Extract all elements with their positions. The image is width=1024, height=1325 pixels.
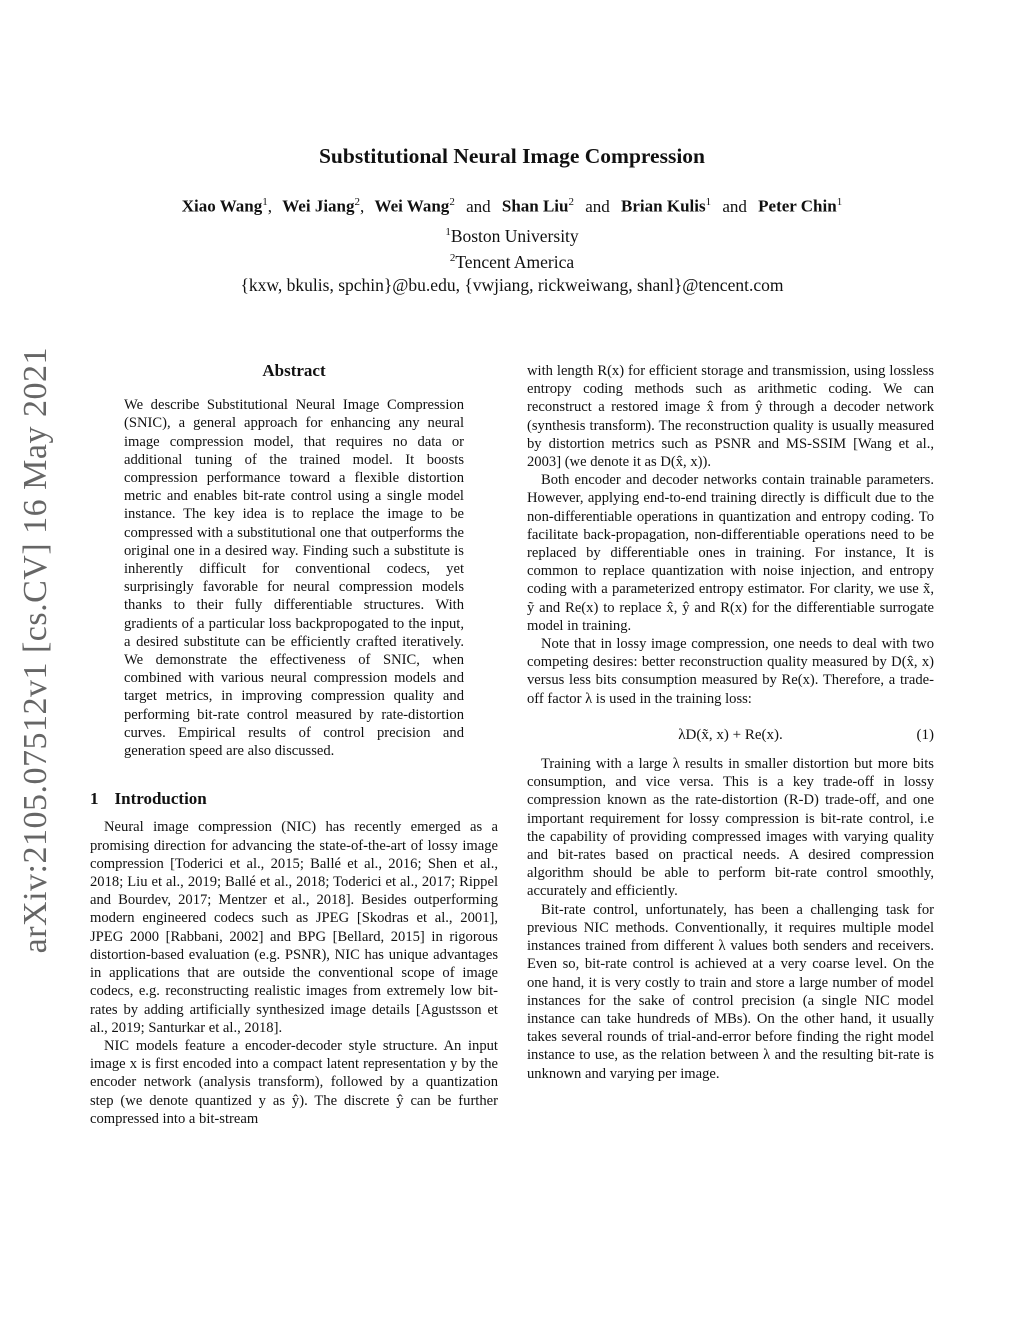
affiliation-mark: 1: [445, 225, 451, 238]
author-separator: ,: [360, 196, 365, 216]
paper-title: Substitutional Neural Image Compression: [318, 144, 706, 168]
right-column: [527, 362, 934, 1083]
left-column: [90, 362, 498, 1128]
author-name: Xiao Wang: [181, 196, 263, 216]
affiliation: [0, 221, 1024, 248]
author-emails: {kxw, bkulis, spchin}@bu.edu, {vwjiang, rickweiwang, shanl}@tencent.com: [240, 275, 784, 296]
intro-paragraph-continued: with length R(x) for efficient storage and transmission, using lossless entropy coding methods such as arithmetic coding. We can reconstruct a restored image x̂ from ŷ through a decoder network (synthesis transform). The reconstruction quality is usually measured by distortion metrics such as PSNR and MS-SSIM [Wang et al., 2003] (we denote it as D(x̂, x)).: [527, 363, 934, 471]
author-affiliation-mark: 2: [568, 196, 574, 208]
author-affiliation-mark: 1: [836, 196, 843, 208]
affiliation: [0, 247, 1024, 274]
arxiv-identifier: [10, 340, 62, 960]
author-name: Wei Wang: [374, 196, 450, 216]
affiliation-name: Boston University: [450, 225, 579, 246]
author-name: Wei Jiang: [282, 196, 355, 216]
abstract-text: We describe Substitutional Neural Image Compression (SNIC), a general approach for enhancing any neural image compression model, that requires no data or additional tuning of the trained model. It boosts compression performance toward a flexible distortion metric and enables bit-rate control using a single model instance. The key idea is to replace the image to be compressed with a substitutional one that outperforms the original one in a desired way. Finding such a substitute is inherently difficult for conventional codecs, yet surprisingly favorable for neural compression models thanks to their fully differentiable structures. With gradients of a particular loss backpropogated to the input, a desired substitute can be efficiently crafted iteratively. We demonstrate the effectiveness of SNIC, when combined with various neural compression models and target metrics, in improving compression quality and performing bit-rate control measured by rate-distortion curves. Empirical results of control precision and generation speed are also discussed.: [124, 397, 464, 760]
section-number: 1: [90, 789, 99, 809]
author-name: Peter Chin: [758, 196, 837, 216]
author-separator: and: [722, 196, 747, 216]
equation-1: [527, 726, 934, 744]
section-title: Introduction: [114, 789, 207, 809]
author-affiliation-mark: 2: [354, 196, 361, 208]
author-separator: and: [466, 196, 491, 216]
paper-header: [0, 144, 1024, 297]
intro-paragraph-1: Neural image compression (NIC) has recently emerged as a promising direction for advancing the state-of-the-art of lossy image compression [Toderici et al., 2015; Ballé et al., 2016; Shen et al., 2018; Liu et al., 2019; Ballé et al., 2018; Toderici et al., 2017; Rippel and Bourdev, 2017; Mentzer et al., 2018]. Besides outperforming modern engineered codecs such as JPEG [Skodras et al., 2001], JPEG 2000 [Rabbani, 2002] and BPG [Bellard, 2015] in rigorous distortion-based evaluation (e.g. PSNR), NIC has unique advantages in applications that are outside the conventional scope of image codecs, e.g. reconstructing realistic images from extremely low bit-rates by adding artificially synthesized image details [Agustsson et al., 2019; Santurkar et al., 2018].: [90, 819, 498, 1036]
intro-paragraph-3: Both encoder and decoder networks contain trainable parameters. However, applying end-to-end training directly is difficult due to the non-differentiable operations in quantization and entropy coding. To facilitate back-propagation, non-differentiable operations need to be replaced by differentiable ones in training. For instance, It is common to replace quantization with noise injection, and entropy coding with a parameterized entropy estimator. For clarity, we use x̃, ỹ and Re(x) to replace x̂, ŷ and R(x) for the differentiable surrogate model in training.: [527, 472, 934, 634]
affiliation-name: Tencent America: [455, 252, 575, 273]
author-affiliation-mark: 1: [262, 196, 268, 208]
author-name: Brian Kulis: [621, 196, 706, 216]
intro-paragraph-4: Note that in lossy image compression, one needs to deal with two competing desires: better reconstruction quality measured by D(x̂, x) versus less bits consumption measured by Re(x). Therefore, a trade-off factor λ is used in the training loss:: [527, 636, 934, 707]
abstract-heading: Abstract: [262, 361, 326, 380]
intro-paragraph-2: NIC models feature a encoder-decoder style structure. An input image x is first encoded into a compact latent representation y by the encoder network (analysis transform), followed by a quantization step (we denote quantized y as ŷ). The discrete ŷ can be further compressed into a bit-stream: [90, 1037, 498, 1127]
equation-number: (1): [916, 726, 934, 743]
equation-body: λD(x̃, x) + Re(x).: [678, 726, 783, 743]
intro-paragraph-6: Bit-rate control, unfortunately, has been a challenging task for previous NIC methods. Conventionally, it requires multiple model instances trained from different λ values both senders and receivers. Even so, bit-rate control is achieved at a very coarse level. On the one hand, it is very costly to train and store a large number of model instances for the sake of control precision (a single NIC model instance can take hundreds of MBs). On the other hand, it usually takes several rounds of trial-and-error before finding the right model instance to use, as the relation between λ and the resulting bit-rate is unknown and varying per image.: [527, 901, 934, 1082]
section-heading-introduction: [90, 790, 498, 808]
author-list: [0, 196, 1024, 217]
author-separator: and: [585, 196, 610, 216]
affiliation-mark: 2: [449, 252, 456, 265]
author-affiliation-mark: 1: [705, 196, 712, 208]
author-separator: ,: [267, 196, 272, 216]
author-name: Shan Liu: [501, 196, 569, 216]
arxiv-identifier-text: arXiv:2105.07512v1 [cs.CV] 16 May 2021: [17, 346, 54, 954]
intro-paragraph-5: Training with a large λ results in smaller distortion but more bits consumption, and vice versa. This is a key trade-off in lossy compression known as the rate-distortion (R-D) trade-off, and one important requirement for lossy compression is bit-rate control, i.e the capability of providing compressed images with varying quality and bit-rates based on practical needs. A desired compression algorithm should be able to perform bit-rate control smoothly, accurately and efficiently.: [527, 756, 934, 900]
author-affiliation-mark: 2: [449, 196, 455, 208]
